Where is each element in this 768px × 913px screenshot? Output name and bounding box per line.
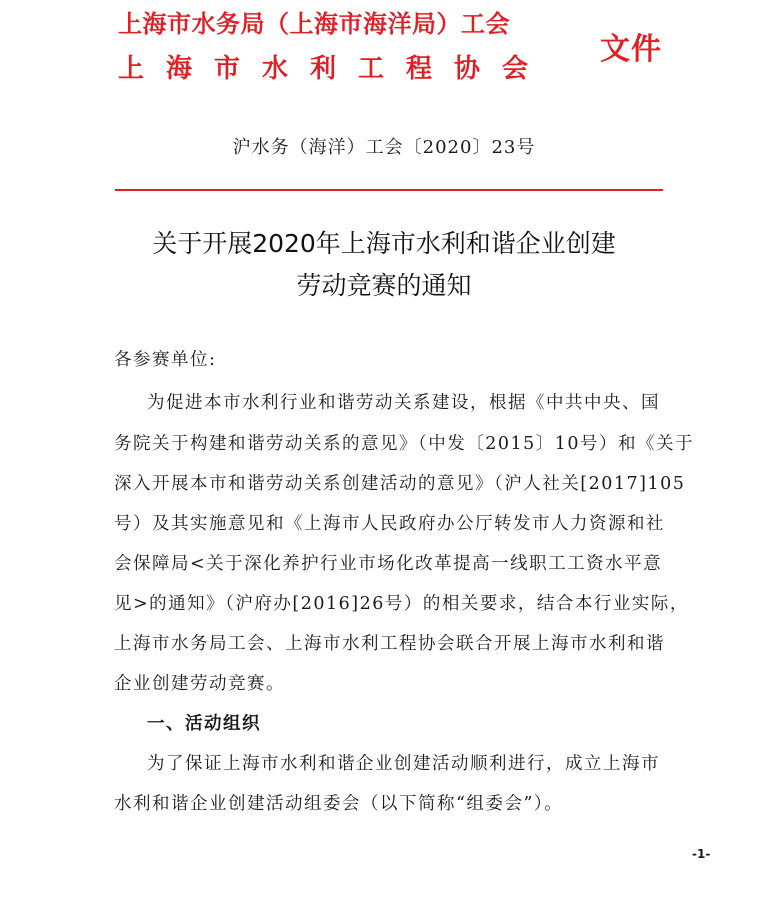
document-title-line-1: 关于开展2020年上海市水利和谐企业创建 [152, 229, 616, 258]
paragraph-2-line: 为了保证上海市水利和谐企业创建活动顺利进行，成立上海市 [147, 754, 660, 774]
paragraph-1-line: 务院关于构建和谐劳动关系的意见》（中发〔2015〕10号）和《关于 [114, 434, 695, 454]
paragraph-1-line: 深入开展本市和谐劳动关系创建活动的意见》（沪人社关[2017]105 [114, 474, 686, 494]
page-number: -1- [692, 847, 711, 861]
header-divider [115, 189, 663, 191]
paragraph-1-line: 上海市水务局工会、上海市水利工程协会联合开展上海市水利和谐 [114, 634, 665, 654]
document-title-line-2: 劳动竞赛的通知 [296, 271, 472, 300]
issuer-line-1: 上海市水务局（上海市海洋局）工会 [118, 10, 510, 38]
document-type-label: 文件 [600, 32, 662, 67]
document-number: 沪水务（海洋）工会〔2020〕23号 [232, 137, 536, 158]
salutation: 各参赛单位: [114, 350, 217, 370]
paragraph-1-line: 为促进本市水利行业和谐劳动关系建设，根据《中共中央、国 [147, 393, 660, 413]
section-heading: 一、活动组织 [147, 714, 261, 734]
paragraph-1-line: 见>的通知》（沪府办[2016]26号）的相关要求，结合本行业实际， [114, 594, 689, 614]
paragraph-1-line: 号）及其实施意见和《上海市人民政府办公厅转发市人力资源和社 [114, 514, 665, 534]
issuer-line-2: 上海市水利工程协会 [118, 54, 551, 84]
paragraph-1-line: 会保障局<关于深化养护行业市场化改革提高一线职工工资水平意 [114, 554, 663, 574]
paragraph-1-line: 企业创建劳动竞赛。 [114, 674, 285, 694]
paragraph-2-line: 水利和谐企业创建活动组委会（以下简称“组委会”）。 [114, 794, 564, 814]
